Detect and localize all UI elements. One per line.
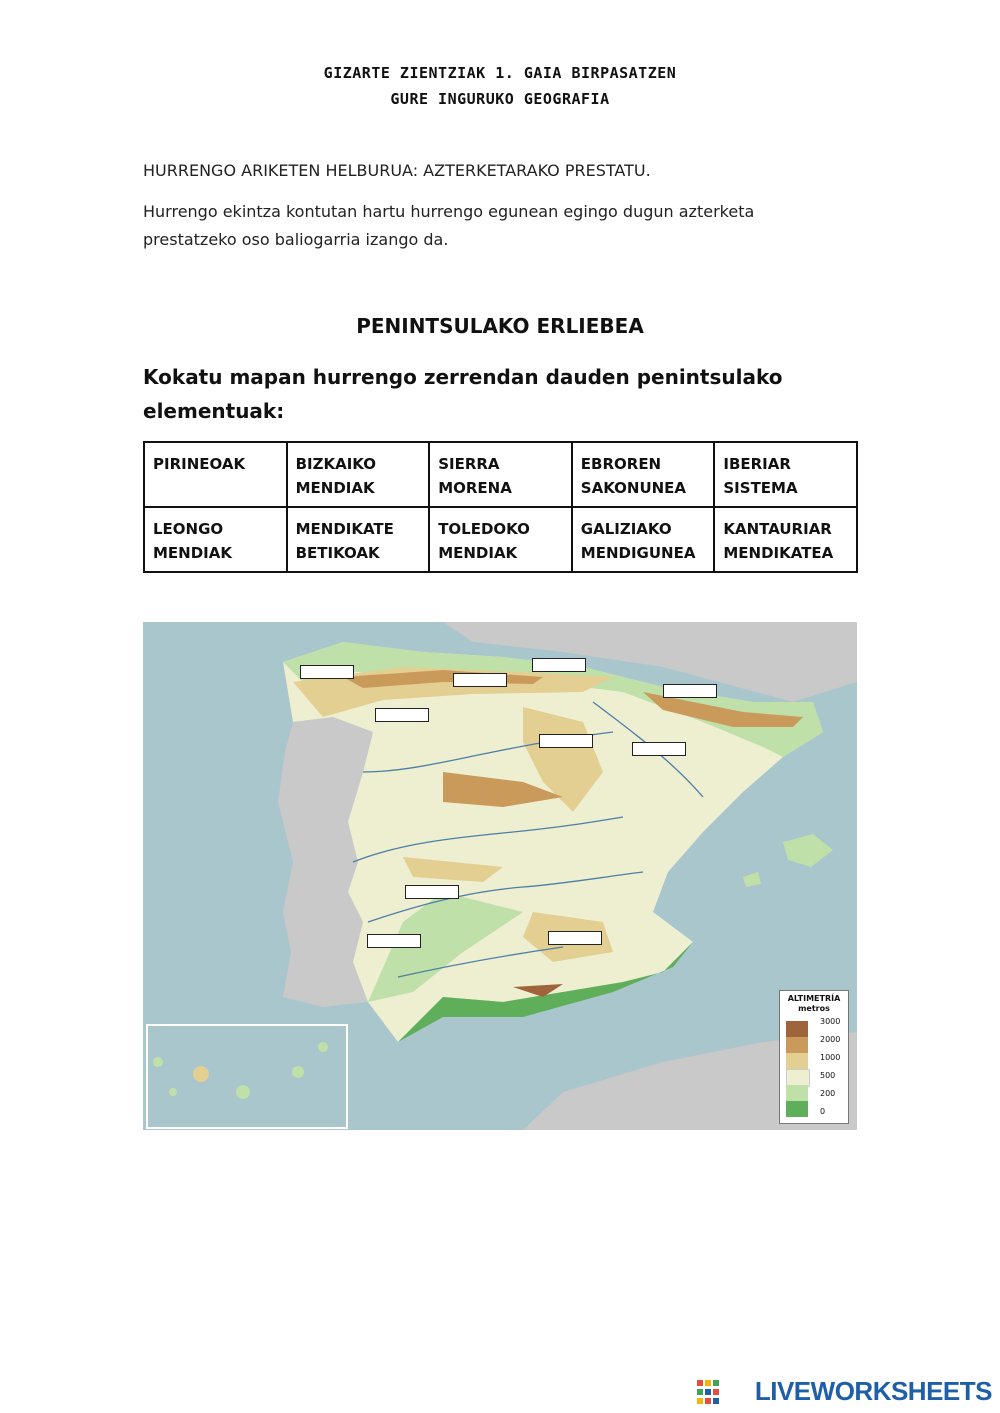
terms-row bbox=[144, 507, 857, 572]
intro-line-2: prestatzeko oso baliogarria izango da. bbox=[143, 230, 449, 249]
goal-text: HURRENGO ARIKETEN HELBURUA: AZTERKETARAKO PRESTATU. bbox=[143, 161, 651, 180]
terms-table bbox=[143, 441, 858, 573]
liveworksheets-logo-icon bbox=[697, 1380, 719, 1404]
section-title: PENINTSULAKO ERLIEBEA bbox=[356, 314, 644, 338]
worksheet-title: GIZARTE ZIENTZIAK 1. GAIA BIRPASATZEN bbox=[323, 64, 677, 82]
term-cell: GALIZIAKO MENDIGUNEA bbox=[572, 507, 715, 572]
legend-swatch bbox=[786, 1021, 808, 1037]
answer-box-6[interactable] bbox=[539, 734, 593, 748]
intro-line-1: Hurrengo ekintza kontutan hartu hurrengo egunean egingo dugun azterketa bbox=[143, 202, 755, 221]
legend-swatch bbox=[786, 1037, 808, 1053]
answer-box-7[interactable] bbox=[632, 742, 686, 756]
legend-title: ALTIMETRÍA metros bbox=[787, 994, 841, 1013]
relief-map bbox=[143, 622, 857, 1130]
legend-swatch bbox=[786, 1101, 808, 1117]
answer-box-3[interactable] bbox=[453, 673, 507, 687]
legend-label: 200 bbox=[820, 1089, 836, 1098]
answer-box-4[interactable] bbox=[663, 684, 717, 698]
term-cell: PIRINEOAK bbox=[144, 442, 287, 507]
answer-box-5[interactable] bbox=[375, 708, 429, 722]
task-line-1: Kokatu mapan hurrengo zerrendan dauden penintsulako bbox=[143, 365, 783, 389]
term-cell: LEONGO MENDIAK bbox=[144, 507, 287, 572]
legend-label: 2000 bbox=[820, 1035, 841, 1044]
term-cell: MENDIKATE BETIKOAK bbox=[287, 507, 430, 572]
term-cell: BIZKAIKO MENDIAK bbox=[287, 442, 430, 507]
term-cell: IBERIAR SISTEMA bbox=[714, 442, 857, 507]
answer-box-10[interactable] bbox=[548, 931, 602, 945]
altimetry-legend bbox=[779, 990, 849, 1124]
legend-label: 500 bbox=[820, 1071, 836, 1080]
term-cell: KANTAURIAR MENDIKATEA bbox=[714, 507, 857, 572]
answer-box-2[interactable] bbox=[532, 658, 586, 672]
terms-row bbox=[144, 442, 857, 507]
legend-label: 3000 bbox=[820, 1017, 841, 1026]
answer-box-1[interactable] bbox=[300, 665, 354, 679]
brand-wordmark: LIVEWORKSHEETS bbox=[754, 1376, 992, 1406]
term-cell: EBROREN SAKONUNEA bbox=[572, 442, 715, 507]
worksheet-subtitle: GURE INGURUKO GEOGRAFIA bbox=[390, 90, 610, 108]
task-line-2: elementuak: bbox=[143, 399, 285, 423]
legend-swatch bbox=[786, 1085, 808, 1101]
map-graphic bbox=[143, 622, 857, 1130]
legend-swatch bbox=[786, 1053, 808, 1069]
answer-box-9[interactable] bbox=[367, 934, 421, 948]
term-cell: TOLEDOKO MENDIAK bbox=[429, 507, 572, 572]
task-instruction bbox=[143, 360, 843, 428]
term-cell: SIERRA MORENA bbox=[429, 442, 572, 507]
answer-box-8[interactable] bbox=[405, 885, 459, 899]
legend-label: 0 bbox=[820, 1107, 826, 1116]
legend-label: 1000 bbox=[820, 1053, 841, 1062]
